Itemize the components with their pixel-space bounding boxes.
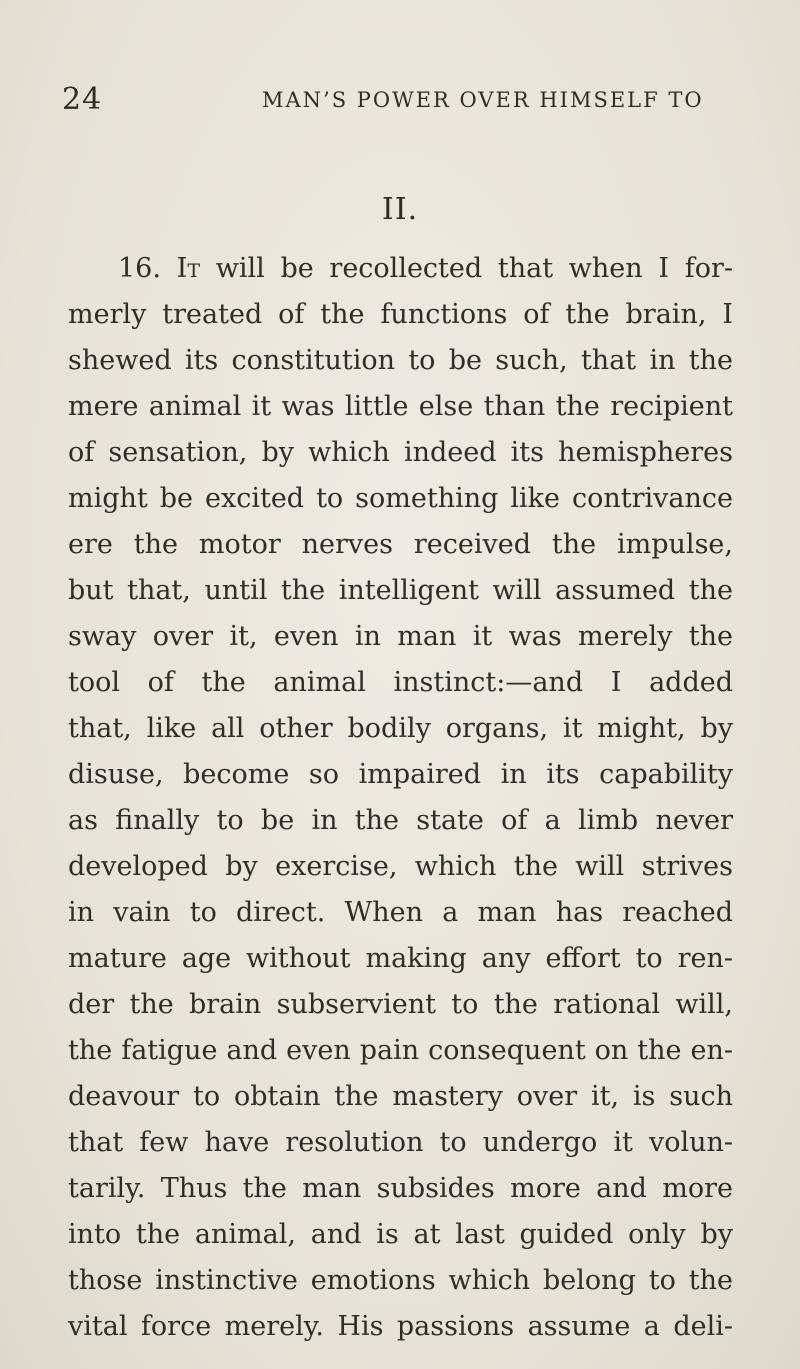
text-line: developed by exercise, which the will strives	[68, 851, 733, 882]
text-line-first	[118, 246, 733, 292]
paragraph-number: 16.	[118, 253, 161, 284]
text-line: that few have resolution to undergo it volun-	[68, 1127, 733, 1158]
text-line: tool of the animal instinct:—and I added	[68, 667, 733, 698]
section-heading: II.	[381, 192, 419, 227]
text-line: those instinctive emotions which belong to the	[68, 1265, 733, 1296]
text-line: into the animal, and is at last guided only by	[68, 1219, 733, 1250]
text-line: vital force merely. His passions assume a deli-	[68, 1311, 733, 1342]
text-line: as finally to be in the state of a limb never	[68, 805, 733, 836]
text-line: mature age without making any effort to ren-	[68, 943, 733, 974]
text-line: might be excited to something like contrivance	[68, 483, 733, 514]
running-head: MAN’S POWER OVER HIMSELF TO	[262, 88, 704, 112]
text-line: the fatigue and even pain consequent on the en-	[68, 1035, 733, 1066]
text-line: sway over it, even in man it was merely the	[68, 621, 733, 652]
page-number: 24	[62, 82, 103, 117]
text-line: merly treated of the functions of the brain, I	[68, 299, 733, 330]
text-line: disuse, become so impaired in its capability	[68, 759, 733, 790]
text-line: shewed its constitution to be such, that in the	[68, 345, 733, 376]
text-line: in vain to direct. When a man has reached	[68, 897, 733, 928]
text-line: will be recollected that when I for-	[215, 253, 733, 284]
text-line: deavour to obtain the mastery over it, is such	[68, 1081, 733, 1112]
paragraph-lead-word: It	[176, 253, 201, 284]
text-line: of sensation, by which indeed its hemispheres	[68, 437, 733, 468]
text-line: mere animal it was little else than the recipient	[68, 391, 733, 422]
text-line: tarily. Thus the man subsides more and more	[68, 1173, 733, 1204]
text-line: ere the motor nerves received the impulse,	[68, 529, 733, 560]
text-line: der the brain subservient to the rational will,	[68, 989, 733, 1020]
text-line: that, like all other bodily organs, it might, by	[68, 713, 733, 744]
page-header	[62, 82, 702, 122]
text-line: but that, until the intelligent will assumed the	[68, 575, 733, 606]
